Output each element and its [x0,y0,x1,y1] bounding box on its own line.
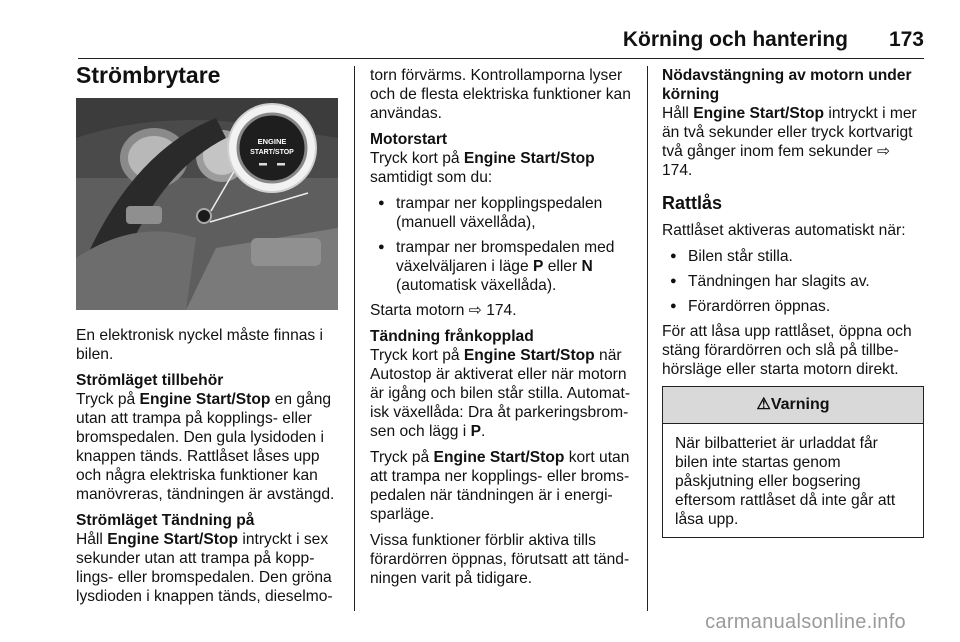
list-rattlas [662,247,924,316]
subheading-motorstart: Motorstart [370,131,448,148]
dashboard-photo [76,98,338,310]
subheading-franskopplad: Tändning frånkopplad [370,328,534,345]
subheading-nodavstangning: Nödavstängning av motorn under körning [662,67,912,103]
list-motorstart [370,194,636,295]
button-label-engine: ENGINE [257,137,287,146]
list-item: ● Förardörren öppnas. [662,297,924,316]
paragraph-nodavstangning: Håll Engine Start/Stop intryckt i mer än två sekunder eller tryck kortvarigt två gånger inom fem sekunder ⇨ 174. [662,105,917,179]
paragraph-rattlas-body: För att låsa upp rattlåset, öppna och stäng förardörren och slå på tillbe-hörsläge eller starta motorn direkt. [662,323,912,378]
paragraph-rattlas-intro: Rattlåset aktiveras automatiskt när: [662,222,906,239]
section-heading-rattlas: Rattlås [662,193,723,213]
subheading-tandning-pa: Strömläget Tändning på [76,512,255,529]
intro-text: En elektronisk nyckel måste finnas i bilen. [76,327,324,363]
page-number: 173 [888,28,924,51]
column-divider-2 [647,66,648,611]
button-label-startstop: START/STOP [250,149,294,156]
subheading-tillbehor: Strömläget tillbehör [76,372,224,389]
warning-title: Varning [770,396,830,413]
column-divider-1 [354,66,355,611]
list-item: ● Bilen står stilla. [662,247,924,266]
paragraph-continued: torn förvärms. Kontrollamporna lyser och de flesta elektriska funktioner kan användas. [370,67,631,122]
list-item: ● trampar ner bromspedalen med växelväljaren i läge P eller N (automatisk växellåda). [370,238,636,295]
paragraph-motorstart: Tryck kort på Engine Start/Stop samtidigt som du: [370,150,595,186]
watermark: carmanualsonline.info [705,611,906,633]
paragraph-franskopplad: Tryck kort på Engine Start/Stop när Autostop är aktiverat eller när motorn är igång och bilen står stilla. Automat-isk växellåda: Dra åt parkeringsbrom-sen och lägg i P. [370,347,631,440]
warning-box [662,386,924,538]
page-header [0,14,960,56]
paragraph-energisparlage: Tryck på Engine Start/Stop kort utan att trampa ner kopplings- eller broms-pedalen när tändningen är i energi-sparläge. [370,449,630,523]
list-item: ● Tändningen har slagits av. [662,272,924,291]
paragraph-aktiva-funktioner: Vissa funktioner förblir aktiva tills förardörren öppnas, förutsatt att tänd-ningen varit på tidigare. [370,532,630,587]
warning-header [663,387,923,424]
list-item: ● trampar ner kopplingspedalen (manuell växellåda), [370,194,636,232]
chapter-title: Körning och hantering [622,28,848,51]
section-heading-strombrytare: Strömbrytare [76,62,221,88]
column-2 [370,66,636,595]
header-rule [78,58,924,59]
paragraph-tandning-pa: Håll Engine Start/Stop intryckt i sex sekunder utan att trampa på kopp-lings- eller bromspedalen. Den gröna lysdioden i knappen tänds, dieselmo- [76,531,333,605]
column-1 [76,62,342,613]
column-3 [662,66,924,538]
warning-body: När bilbatteriet är urladdat får bilen inte startas genom påskjutning eller bogsering eftersom rattlåset då inte går att låsa upp. [675,435,896,528]
reference-starta-motorn[interactable]: Starta motorn ⇨ 174. [370,302,517,319]
paragraph-tillbehor: Tryck på Engine Start/Stop en gång utan att trampa på kopplings- eller bromspedalen. Den gula lysidoden i knappen tänds. Rattlåset låses upp och några elektriska funktioner kan manövreras, tändningen är avstängd. [76,391,335,503]
warning-icon: ⚠ [756,396,771,413]
